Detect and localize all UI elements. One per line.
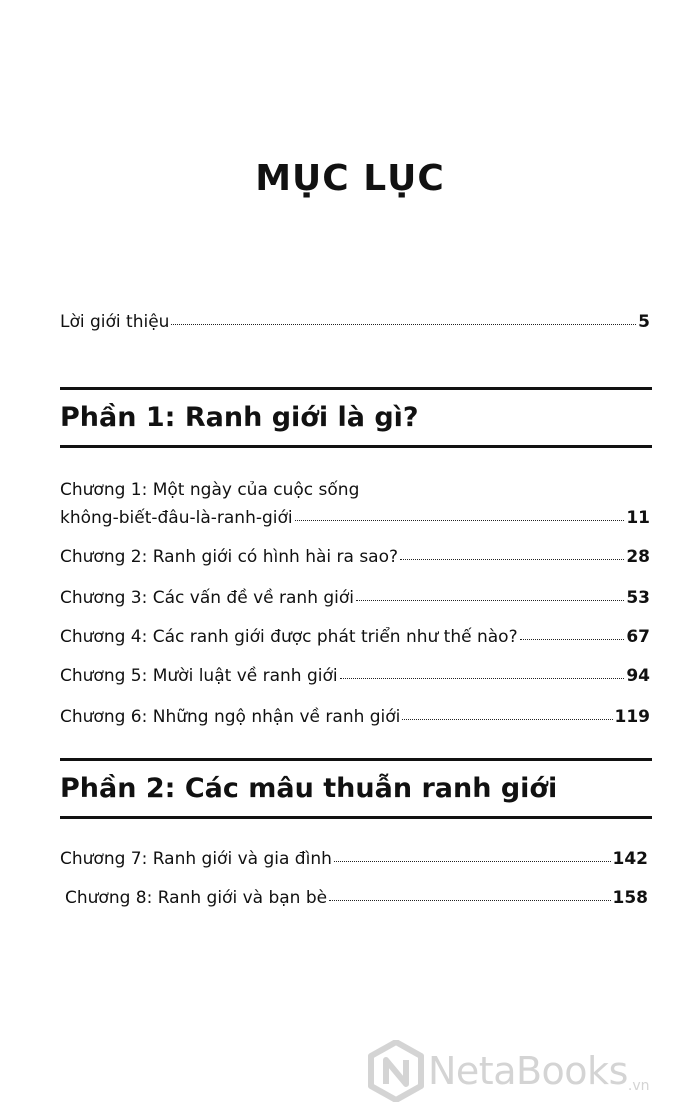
part-1-top-rule [60,387,652,390]
dot-leader [329,900,610,901]
toc-entry-label: Chương 7: Ranh giới và gia đình [60,849,332,869]
toc-entry-page: 28 [626,547,650,567]
dot-leader [400,559,624,560]
toc-entry-chapter-8[interactable] [65,888,648,908]
toc-entry-label: Chương 6: Những ngộ nhận về ranh giới [60,707,401,727]
toc-entry-page: 5 [638,312,650,332]
toc-entry-chapter-2[interactable] [60,547,650,567]
toc-entry-chapter-7[interactable] [60,849,648,869]
toc-entry-page: 94 [626,666,650,686]
dot-leader [171,324,636,325]
dot-leader [334,861,611,862]
toc-entry-label: Chương 4: Các ranh giới được phát triển như thế nào? [60,627,518,647]
part-2-title: Phần 2: Các mâu thuẫn ranh giới [60,773,558,804]
toc-entry-page: 158 [612,888,648,908]
toc-entry-label: Chương 8: Ranh giới và bạn bè [65,888,328,908]
dot-leader [402,719,612,720]
toc-entry-page: 67 [626,627,650,647]
toc-entry-chapter-3[interactable] [60,588,650,608]
part-1-bottom-rule [60,445,652,448]
toc-entry-chapter-1[interactable] [60,508,650,528]
toc-entry-label: không-biết-đâu-là-ranh-giới [60,508,293,528]
toc-entry-label: Chương 3: Các vấn đề về ranh giới [60,588,355,608]
part-2-top-rule [60,758,652,761]
watermark-suffix: .vn [627,1078,650,1094]
toc-entry-page: 53 [626,588,650,608]
toc-entry-intro[interactable] [60,312,650,332]
toc-entry-chapter-5[interactable] [60,666,650,686]
toc-entry-chapter-1-line1[interactable]: Chương 1: Một ngày của cuộc sống [60,480,360,500]
part-1-title: Phần 1: Ranh giới là gì? [60,402,419,433]
toc-entry-chapter-6[interactable] [60,707,650,727]
part-2-bottom-rule [60,816,652,819]
toc-entry-label: Chương 5: Mười luật về ranh giới [60,666,338,686]
toc-entry-label: Chương 2: Ranh giới có hình hài ra sao? [60,547,399,567]
netabooks-watermark [368,1040,649,1102]
dot-leader [356,600,624,601]
toc-entry-page: 119 [614,707,650,727]
dot-leader [520,639,625,640]
netabooks-logo-icon [368,1040,424,1102]
page-title: MỤC LỤC [255,158,445,199]
dot-leader [340,678,625,679]
toc-entry-chapter-4[interactable] [60,627,650,647]
watermark-brand: NetaBooks [428,1049,628,1093]
toc-entry-page: 142 [612,849,648,869]
toc-entry-label: Lời giới thiệu [60,312,170,332]
dot-leader [295,520,625,521]
toc-entry-page: 11 [626,508,650,528]
